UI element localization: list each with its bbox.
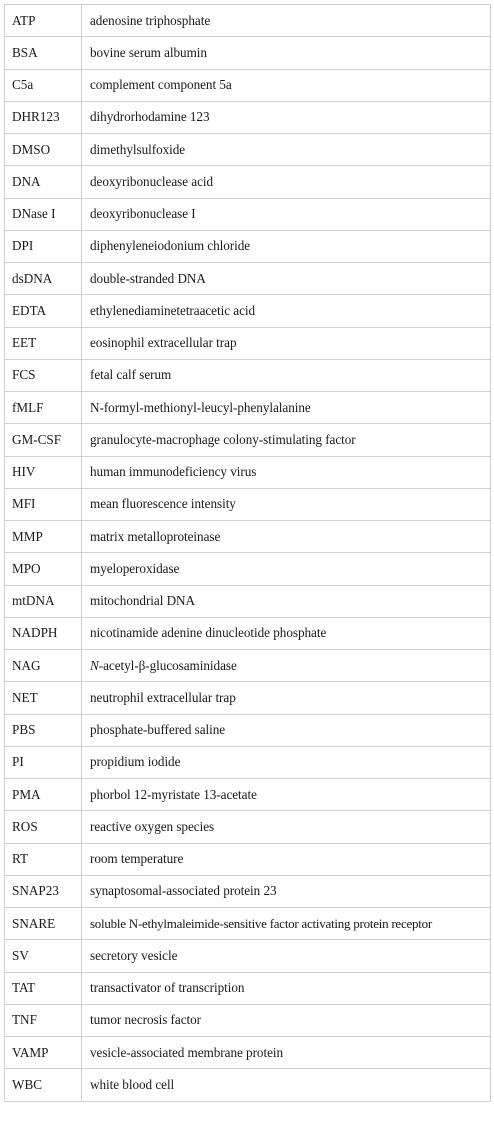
table-row [5, 843, 491, 875]
definition-cell: tumor necrosis factor [82, 1004, 491, 1036]
definition-cell: N-formyl-methionyl-leucyl-phenylalanine [82, 392, 491, 424]
definition-cell: dihydrorhodamine 123 [82, 101, 491, 133]
definition-cell [82, 650, 491, 682]
abbreviation-cell: fMLF [5, 392, 82, 424]
abbreviation-cell: dsDNA [5, 263, 82, 295]
table-row [5, 198, 491, 230]
abbreviation-cell: MMP [5, 521, 82, 553]
definition-cell: deoxyribonuclease I [82, 198, 491, 230]
definition-cell: granulocyte-macrophage colony-stimulating factor [82, 424, 491, 456]
abbreviation-cell: NADPH [5, 617, 82, 649]
table-row [5, 37, 491, 69]
definition-cell: phosphate-buffered saline [82, 714, 491, 746]
abbreviation-cell: TAT [5, 972, 82, 1004]
table-row [5, 1037, 491, 1069]
table-row [5, 327, 491, 359]
abbreviation-cell: ATP [5, 5, 82, 37]
abbreviation-cell: ROS [5, 811, 82, 843]
abbreviation-cell: DPI [5, 230, 82, 262]
definition-cell: phorbol 12-myristate 13-acetate [82, 779, 491, 811]
table-row [5, 746, 491, 778]
table-row [5, 69, 491, 101]
table-row [5, 101, 491, 133]
abbreviations-table [4, 4, 491, 1102]
abbreviation-cell: SNARE [5, 908, 82, 940]
table-row [5, 166, 491, 198]
abbreviation-cell: DHR123 [5, 101, 82, 133]
abbreviation-cell: EET [5, 327, 82, 359]
definition-cell: human immunodeficiency virus [82, 456, 491, 488]
definition-cell: dimethylsulfoxide [82, 134, 491, 166]
table-row [5, 875, 491, 907]
abbreviation-cell: NAG [5, 650, 82, 682]
abbreviation-cell: DNase I [5, 198, 82, 230]
definition-cell: neutrophil extracellular trap [82, 682, 491, 714]
abbreviation-cell: WBC [5, 1069, 82, 1101]
definition-cell: bovine serum albumin [82, 37, 491, 69]
definition-cell: propidium iodide [82, 746, 491, 778]
abbreviation-cell: EDTA [5, 295, 82, 327]
abbreviation-cell: BSA [5, 37, 82, 69]
definition-cell: eosinophil extracellular trap [82, 327, 491, 359]
table-row [5, 714, 491, 746]
definition-cell: white blood cell [82, 1069, 491, 1101]
table-row [5, 5, 491, 37]
definition-suffix: -acetyl-β-glucosaminidase [98, 657, 237, 673]
table-row [5, 488, 491, 520]
table-row [5, 1004, 491, 1036]
abbreviations-table-body [5, 5, 491, 1102]
definition-cell: double-stranded DNA [82, 263, 491, 295]
table-row [5, 779, 491, 811]
definition-cell: nicotinamide adenine dinucleotide phosphate [82, 617, 491, 649]
abbreviation-cell: PI [5, 746, 82, 778]
abbreviation-cell: MFI [5, 488, 82, 520]
abbreviation-cell: NET [5, 682, 82, 714]
table-row [5, 521, 491, 553]
table-row [5, 553, 491, 585]
table-row [5, 617, 491, 649]
table-row [5, 456, 491, 488]
abbreviation-cell: TNF [5, 1004, 82, 1036]
table-row [5, 392, 491, 424]
table-row [5, 1069, 491, 1101]
abbreviation-cell: PBS [5, 714, 82, 746]
table-row [5, 230, 491, 262]
table-row [5, 359, 491, 391]
abbreviation-cell: mtDNA [5, 585, 82, 617]
table-row [5, 682, 491, 714]
definition-cell: transactivator of transcription [82, 972, 491, 1004]
definition-cell: adenosine triphosphate [82, 5, 491, 37]
definition-cell: reactive oxygen species [82, 811, 491, 843]
table-row [5, 908, 491, 940]
definition-italic-prefix: N [90, 657, 99, 673]
abbreviation-cell: FCS [5, 359, 82, 391]
table-row [5, 940, 491, 972]
definition-cell: room temperature [82, 843, 491, 875]
definition-cell: myeloperoxidase [82, 553, 491, 585]
table-row [5, 811, 491, 843]
definition-cell: fetal calf serum [82, 359, 491, 391]
table-row [5, 263, 491, 295]
abbreviation-cell: GM-CSF [5, 424, 82, 456]
definition-cell: mean fluorescence intensity [82, 488, 491, 520]
abbreviation-cell: DMSO [5, 134, 82, 166]
abbreviation-cell: SNAP23 [5, 875, 82, 907]
table-row [5, 424, 491, 456]
definition-cell: mitochondrial DNA [82, 585, 491, 617]
definition-cell: soluble N-ethylmaleimide-sensitive factor activating protein receptor [82, 908, 491, 940]
table-row [5, 972, 491, 1004]
definition-cell: vesicle-associated membrane protein [82, 1037, 491, 1069]
definition-cell: matrix metalloproteinase [82, 521, 491, 553]
table-row [5, 650, 491, 682]
definition-cell: ethylenediaminetetraacetic acid [82, 295, 491, 327]
abbreviation-cell: MPO [5, 553, 82, 585]
definition-cell: synaptosomal-associated protein 23 [82, 875, 491, 907]
abbreviation-cell: VAMP [5, 1037, 82, 1069]
table-row [5, 585, 491, 617]
definition-cell: secretory vesicle [82, 940, 491, 972]
table-row [5, 134, 491, 166]
definition-cell: deoxyribonuclease acid [82, 166, 491, 198]
abbreviation-cell: C5a [5, 69, 82, 101]
definition-cell: complement component 5a [82, 69, 491, 101]
definition-cell: diphenyleneiodonium chloride [82, 230, 491, 262]
abbreviation-cell: HIV [5, 456, 82, 488]
table-row [5, 295, 491, 327]
abbreviation-cell: RT [5, 843, 82, 875]
abbreviation-cell: PMA [5, 779, 82, 811]
abbreviation-cell: SV [5, 940, 82, 972]
abbreviation-cell: DNA [5, 166, 82, 198]
